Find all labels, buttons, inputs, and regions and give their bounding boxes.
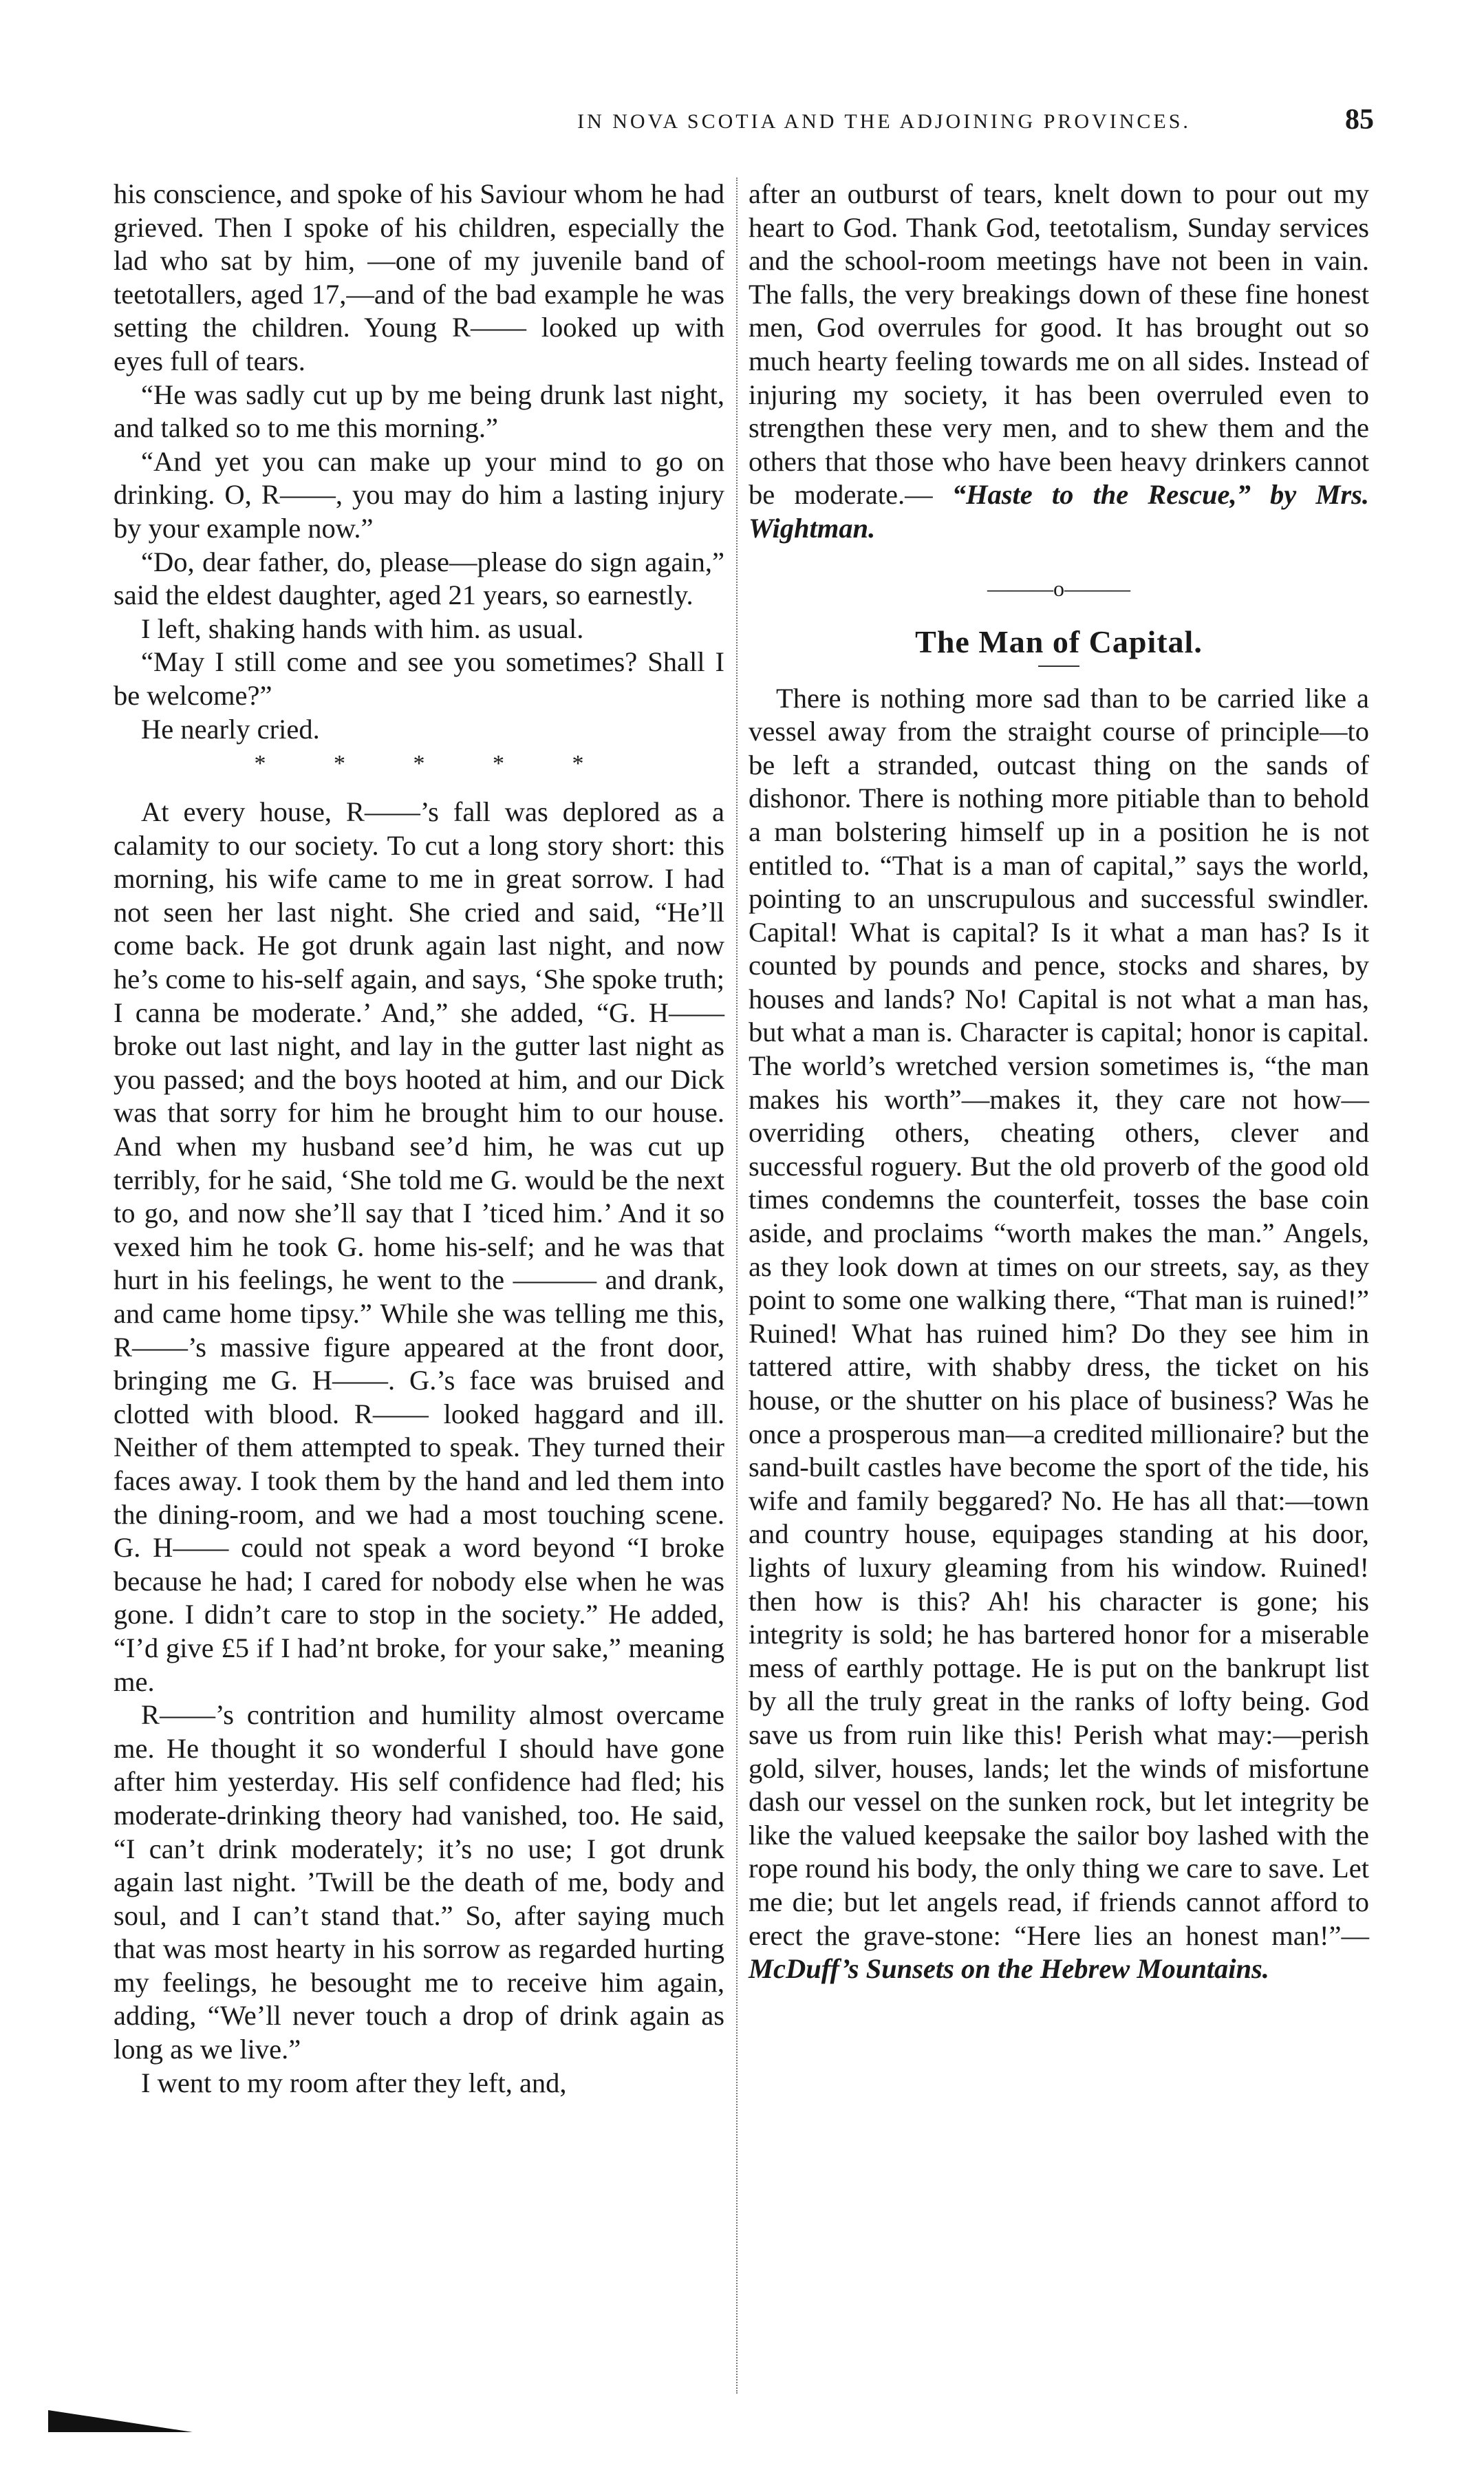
page-edge-mark (48, 2409, 193, 2434)
separator: ———o——— (987, 575, 1130, 601)
paragraph: “And yet you can make up your mind to go on drinking. O, R——, you may do him a lasting injury by your example now.” (114, 445, 724, 544)
column-divider (736, 178, 738, 2394)
paragraph-text: There is nothing more sad than to be carried like a vessel away from the straight course of principle—to be left a stranded, outcast thing on the sands of dishonor. There is nothing more pitiable than to behold a man bolstering himself up in a position he is not entitled to. “That is a man of capital,” says the world, pointing to an unscrupulous and successful swindler. Capital! What is capital? Is it what a man has? Is it counted by pounds and pence, stocks and shares, by houses and lands? No! Capital is not what a man has, but what a man is. Character is capital; honor is capital. The world’s wretched version sometimes is, “the man makes his worth”—makes it, they care not how—overriding others, cheating others, clever and successful roguery. But the old proverb of the good old times condemns the counterfeit, tosses the base coin aside, and proclaims “worth makes the man.” Angels, as they look down at times on our streets, say, as they point to some one walking there, “That man is ruined!” Ruined! What has ruined him? Do they see him in tattered attire, with shabby dress, the ticket on his house, or the shutter on his place of business? Was he once a prosperous man—a credited millionaire? but the sand-built castles have become the sport of the tide, his wife and family beggared? No. He has all that:—town and country house, equipages standing at his door, lights of luxury gleaming from his window. Ruined! then how is this? Ah! his character is gone; his integrity is sold; he has bartered honor for a miserable mess of earthly pottage. He is put on the bankrupt list by all the truly great in the ranks of lofty being. God save us from ruin like this! Perish what may:—perish gold, silver, houses, lands; let the winds of misfortune dash our vessel on the sunken rock, but let integrity be like the valued keepsake the sailor boy lashed with the rope round his body, the only thing we care to save. Let me die; but let angels read, if friends cannot afford to erect the grave-stone: “Here lies an honest man!”— (749, 682, 1369, 1951)
paragraph: “He was sadly cut up by me being drunk last night, and talked so to me this morning.” (114, 379, 724, 444)
paragraph: I left, shaking hands with him. as usual. (141, 613, 584, 644)
paragraph: R——’s contrition and humility almost overcame me. He thought it so wonderful I should have gone after him yesterday. His self confidence had fled; his moderate-drinking theory had vanished, too. He said, “I can’t drink moderately; it’s no use; I got drunk again last night. ’Twill be the death of me, body and soul, and I can’t stand that.” So, after saying much that was most hearty in his sorrow as regarded hurting my feelings, he besought me to receive him again, adding, “We’ll never touch a drop of drink again as long as we live.” (114, 1699, 724, 2065)
page-number: 85 (1345, 104, 1374, 136)
paragraph (749, 682, 1369, 1986)
section-break-stars: * * * * * (254, 751, 584, 777)
source-citation: McDuff’s Sunsets on the Hebrew Mountains. (749, 1953, 1269, 1985)
paragraph: I went to my room after they left, and, (141, 2067, 567, 2098)
left-column (114, 178, 724, 2100)
section-title: The Man of Capital. (915, 624, 1203, 659)
paragraph: At every house, R——’s fall was deplored as a calamity to our society. To cut a long story short: this morning, his wife came to me in great sorrow. I had not seen her last night. She cried and said, “He’ll come back. He got drunk again last night, and now he’s come to his-self again, and says, ‘She spoke truth; I canna be moderate.’ And,” she added, “G. H—— broke out last night, and lay in the gutter last night as you passed; and the boys hooted at him, and our Dick was that sorry for him he brought him to our house. And when my husband see’d him, he was cut up terribly, for he said, ‘She told me G. would be the next to go, and now she’ll say that I ’ticed him.’ And it so vexed him he took G. home his-self; and he was that hurt in his feelings, he went to the ——— and drank, and came home tipsy.” While she was telling me this, R——’s massive figure appeared at the front door, bringing me G. H——. G.’s face was bruised and clotted with blood. R—— looked haggard and ill. Neither of them attempted to speak. They turned their faces away. I took them by the hand and led them into the dining-room, and we had a most touching scene. G. H—— could not speak a word beyond “I broke because he had; I cared for nobody else when he was gone. I didn’t care to stop in the society.” He added, “I’d give £5 if I had’nt broke, for your sake,” meaning me. (114, 796, 724, 1697)
source-citation: “Haste to the Rescue,” by Mrs. Wightman. (749, 479, 1369, 544)
title-rule (1038, 665, 1079, 667)
paragraph-text: after an outburst of tears, knelt down to pour out my heart to God. Thank God, teetotalism, Sunday services and the school-room meetings have not been in vain. The falls, the very breakings down of these fine honest men, God overrules for good. It has brought out so much hearty feeling towards me on all sides. Instead of injuring my society, it has been overruled even to strengthen these very men, and to shew them and the others that those who have been heavy drinkers cannot be moderate.— (749, 178, 1369, 511)
paragraph: his conscience, and spoke of his Saviour whom he had grieved. Then I spoke of his children, especially the lad who sat by him, —one of my juvenile band of teetotallers, aged 17,—and of the bad example he was setting the children. Young R—— looked up with eyes full of tears. (114, 178, 724, 376)
right-column (749, 178, 1369, 1986)
paragraph: “Do, dear father, do, please—please do sign again,” said the eldest daughter, aged 21 years, so earnestly. (114, 546, 724, 611)
paragraph: “May I still come and see you sometimes? Shall I be welcome?” (114, 646, 724, 711)
paragraph (749, 178, 1369, 546)
paragraph: He nearly cried. (141, 713, 320, 745)
running-header: IN NOVA SCOTIA AND THE ADJOINING PROVINCES. (577, 110, 1191, 133)
